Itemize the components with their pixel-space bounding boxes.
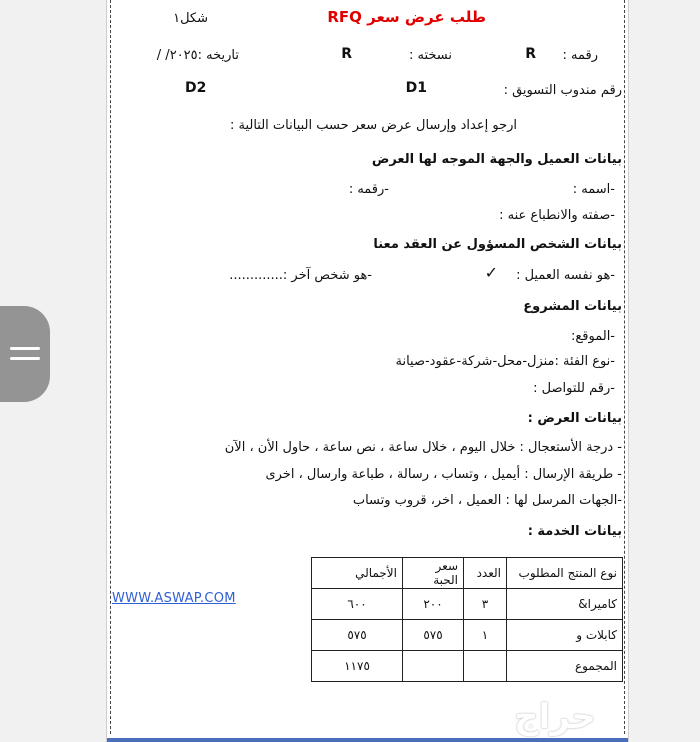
table-cell-empty	[403, 651, 464, 682]
number-label: رقمه :	[562, 48, 598, 63]
offer-urgency: - درجة الأستعجال : خلال اليوم ، خلال ساعة ، نص ساعة ، حاول الأن ، الآن	[224, 440, 622, 455]
contract-heading: بيانات الشخص المسؤول عن العقد معنا	[373, 237, 622, 252]
left-margin-line	[110, 0, 111, 734]
table-cell-product: كاميرا&	[507, 589, 623, 620]
project-heading: بيانات المشروع	[523, 299, 622, 314]
website-link[interactable]: WWW.ASWAP.COM	[112, 591, 236, 606]
table-cell-unit-price: ٢٠٠	[403, 589, 464, 620]
document-page	[106, 0, 629, 742]
haraj-watermark: حراج	[514, 697, 596, 737]
service-table	[311, 557, 623, 682]
table-row	[312, 589, 623, 620]
title-code: RFQ	[327, 8, 362, 26]
table-row	[312, 620, 623, 651]
scroll-handle[interactable]	[0, 306, 50, 402]
right-margin-line	[624, 0, 625, 734]
contract-other: -هو شخص آخر :.............	[229, 268, 372, 283]
table-header-product: نوع المنتج المطلوب	[507, 558, 623, 589]
table-cell-total: ٥٧٥	[312, 620, 403, 651]
rep-value-d1: D2	[185, 80, 207, 96]
table-header-count: العدد	[464, 558, 507, 589]
client-role: -صفته والانطباع عنه :	[499, 208, 615, 223]
handle-line-icon	[10, 357, 40, 360]
page-bottom-bar	[107, 738, 628, 742]
table-cell-count: ١	[464, 620, 507, 651]
rep-value-d2: D1	[405, 80, 427, 96]
client-number: -رقمه :	[348, 182, 389, 197]
table-total-row	[312, 651, 623, 682]
check-mark-icon: ✓	[484, 263, 498, 282]
offer-recipients: -الجهات المرسل لها : العميل ، اخر، قروب وتساب	[352, 493, 622, 508]
table-header-row	[312, 558, 623, 589]
copy-label: نسخته :	[408, 48, 452, 63]
table-header-total: الأجمالي	[312, 558, 403, 589]
rep-label: رقم مندوب التسويق :	[503, 83, 622, 98]
request-line: ارجو إعداد وإرسال عرض سعر حسب البيانات التالية :	[229, 118, 517, 133]
table-cell-unit-price: ٥٧٥	[403, 620, 464, 651]
table-cell-empty	[464, 651, 507, 682]
handle-line-icon	[10, 347, 40, 350]
offer-method: - طريقة الإرسال : أيميل ، وتساب ، رسالة ، طباعة وارسال ، اخرى	[265, 467, 622, 482]
table-cell-total: ٦٠٠	[312, 589, 403, 620]
copy-value: R	[341, 46, 352, 62]
shape-label: شكل١	[173, 11, 208, 26]
project-category: -نوع الفئة :منزل-محل-شركة-عقود-صيانة	[395, 354, 615, 369]
project-contact: -رقم للتواصل :	[533, 381, 615, 396]
contract-self: -هو نفسه العميل :	[516, 268, 615, 283]
table-cell-product: كابلات و	[507, 620, 623, 651]
title-text: طلب عرض سعر	[367, 8, 486, 26]
number-value: R	[525, 46, 536, 62]
table-total-label: المجموع	[507, 651, 623, 682]
document-title	[327, 9, 486, 25]
client-heading: بيانات العميل والجهة الموجه لها العرض	[371, 152, 622, 167]
client-name: -اسمه :	[572, 182, 615, 197]
project-site: -الموقع:	[570, 329, 615, 344]
offer-heading: بيانات العرض :	[527, 411, 622, 426]
table-header-unit-price: سعر الحبة	[403, 558, 464, 589]
service-heading: بيانات الخدمة :	[527, 524, 622, 539]
table-cell-count: ٣	[464, 589, 507, 620]
table-total-value: ١١٧٥	[312, 651, 403, 682]
date-label: تاريخه :٢٠٢٥/ /	[156, 48, 239, 63]
